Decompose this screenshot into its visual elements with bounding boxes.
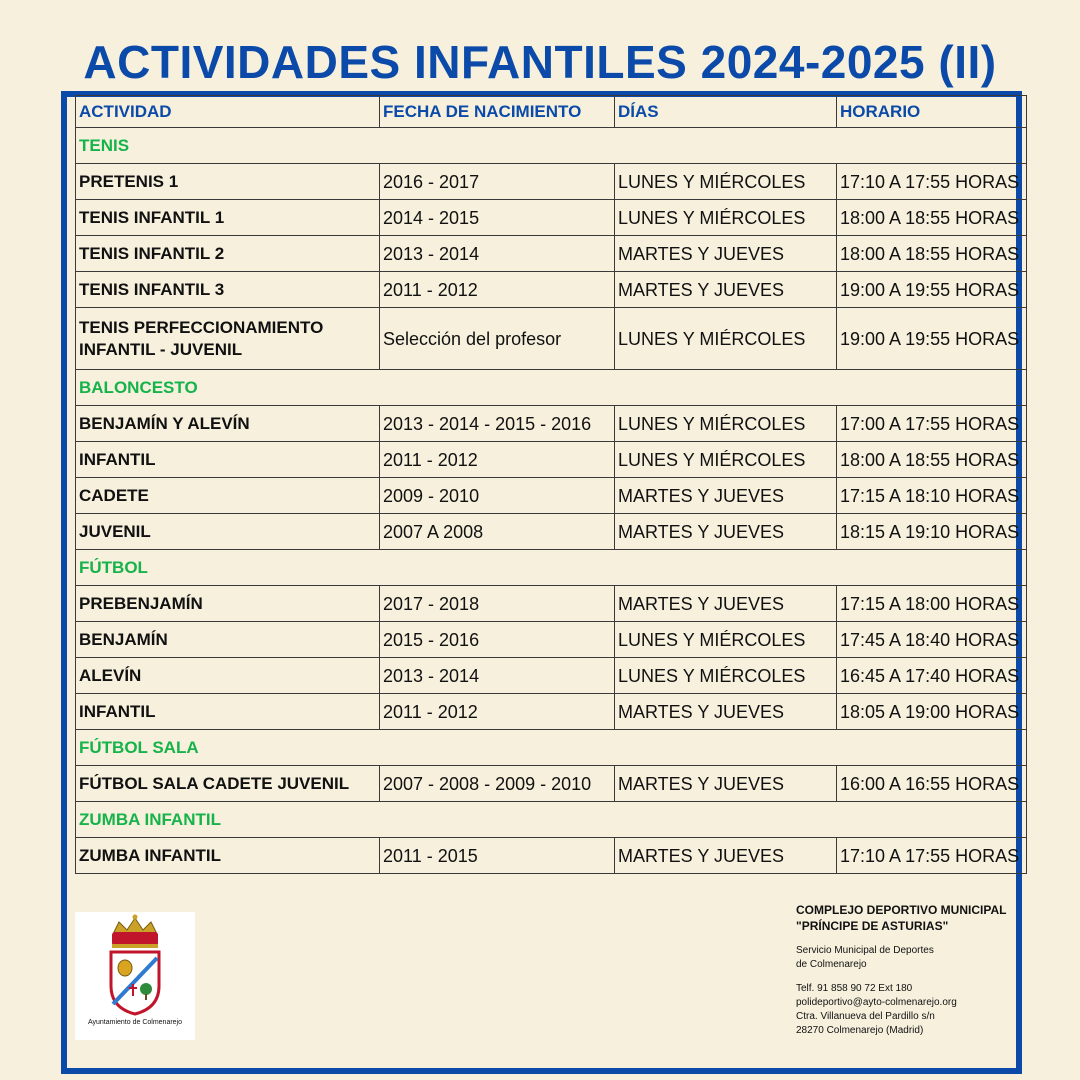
time-cell: 18:15 A 19:10 HORAS [837, 514, 1027, 550]
time-cell: 17:45 A 18:40 HORAS [837, 622, 1027, 658]
days-cell: LUNES Y MIÉRCOLES [615, 622, 837, 658]
days-cell: MARTES Y JUEVES [615, 514, 837, 550]
days-cell: MARTES Y JUEVES [615, 586, 837, 622]
page-title: ACTIVIDADES INFANTILES 2024-2025 (II) [83, 36, 997, 88]
days-cell: LUNES Y MIÉRCOLES [615, 308, 837, 370]
table-row [76, 838, 1027, 874]
time-cell: 19:00 A 19:55 HORAS [837, 308, 1027, 370]
time-cell: 17:10 A 17:55 HORAS [837, 838, 1027, 874]
time-cell: 18:05 A 19:00 HORAS [837, 694, 1027, 730]
table-row [76, 272, 1027, 308]
birth-cell: 2011 - 2012 [380, 442, 615, 478]
activity-cell: BENJAMÍN [76, 622, 380, 658]
address-line: 28270 Colmenarejo (Madrid) [796, 1025, 924, 1036]
activity-cell: CADETE [76, 478, 380, 514]
activity-cell: ZUMBA INFANTIL [76, 838, 380, 874]
section-row-futbol [76, 550, 1027, 586]
activity-cell: FÚTBOL SALA CADETE JUVENIL [76, 766, 380, 802]
days-cell: LUNES Y MIÉRCOLES [615, 442, 837, 478]
activity-cell: ALEVÍN [76, 658, 380, 694]
birth-cell: 2016 - 2017 [380, 164, 615, 200]
activity-cell: TENIS INFANTIL 1 [76, 200, 380, 236]
birth-cell: 2013 - 2014 - 2015 - 2016 [380, 406, 615, 442]
time-cell: 17:10 A 17:55 HORAS [837, 164, 1027, 200]
header-horario: HORARIO [837, 96, 1027, 128]
section-row-futbol-sala [76, 730, 1027, 766]
header-dias: DÍAS [615, 96, 837, 128]
days-cell: MARTES Y JUEVES [615, 236, 837, 272]
table-row [76, 586, 1027, 622]
section-title: TENIS [76, 128, 1027, 164]
activity-cell: TENIS INFANTIL 3 [76, 272, 380, 308]
section-title: BALONCESTO [76, 370, 1027, 406]
section-title: FÚTBOL [76, 550, 1027, 586]
time-cell: 17:15 A 18:00 HORAS [837, 586, 1027, 622]
table-header-row [76, 96, 1027, 128]
table-row [76, 406, 1027, 442]
address-line: Ctra. Villanueva del Pardillo s/n [796, 1011, 935, 1022]
contact-block [796, 902, 1026, 1038]
service-line: Servicio Municipal de Deportes [796, 945, 934, 956]
activity-cell [76, 308, 380, 370]
time-cell: 19:00 A 19:55 HORAS [837, 272, 1027, 308]
days-cell: MARTES Y JUEVES [615, 478, 837, 514]
time-cell: 16:45 A 17:40 HORAS [837, 658, 1027, 694]
coat-of-arms-icon [75, 912, 195, 1022]
table-row [76, 514, 1027, 550]
section-row-baloncesto [76, 370, 1027, 406]
days-cell: LUNES Y MIÉRCOLES [615, 164, 837, 200]
days-cell: LUNES Y MIÉRCOLES [615, 406, 837, 442]
table-row [76, 478, 1027, 514]
table-row [76, 200, 1027, 236]
table-row [76, 442, 1027, 478]
days-cell: LUNES Y MIÉRCOLES [615, 658, 837, 694]
table-row [76, 236, 1027, 272]
birth-cell: Selección del profesor [380, 308, 615, 370]
birth-cell: 2013 - 2014 [380, 658, 615, 694]
days-cell: LUNES Y MIÉRCOLES [615, 200, 837, 236]
activity-cell: INFANTIL [76, 694, 380, 730]
activity-cell: JUVENIL [76, 514, 380, 550]
time-cell: 18:00 A 18:55 HORAS [837, 200, 1027, 236]
section-row-tenis [76, 128, 1027, 164]
time-cell: 18:00 A 18:55 HORAS [837, 236, 1027, 272]
days-cell: MARTES Y JUEVES [615, 272, 837, 308]
activity-cell: BENJAMÍN Y ALEVÍN [76, 406, 380, 442]
birth-cell: 2011 - 2015 [380, 838, 615, 874]
email-text: polideportivo@ayto-colmenarejo.org [796, 997, 957, 1008]
days-cell: MARTES Y JUEVES [615, 694, 837, 730]
days-cell: MARTES Y JUEVES [615, 838, 837, 874]
time-cell: 16:00 A 16:55 HORAS [837, 766, 1027, 802]
birth-cell: 2013 - 2014 [380, 236, 615, 272]
org-name-line: COMPLEJO DEPORTIVO MUNICIPAL [796, 903, 1007, 917]
service-line: de Colmenarejo [796, 959, 867, 970]
birth-cell: 2014 - 2015 [380, 200, 615, 236]
section-title: ZUMBA INFANTIL [76, 802, 1027, 838]
birth-cell: 2011 - 2012 [380, 272, 615, 308]
logo-caption: Ayuntamiento de Colmenarejo [87, 1019, 183, 1026]
section-row-zumba [76, 802, 1027, 838]
table-row [76, 164, 1027, 200]
activity-cell: INFANTIL [76, 442, 380, 478]
phone-text: Telf. 91 858 90 72 Ext 180 [796, 983, 913, 994]
table-row [76, 694, 1027, 730]
birth-cell: 2011 - 2012 [380, 694, 615, 730]
org-name-line: "PRÍNCIPE DE ASTURIAS" [796, 919, 949, 933]
birth-cell: 2017 - 2018 [380, 586, 615, 622]
table-row [76, 658, 1027, 694]
activity-cell: PRETENIS 1 [76, 164, 380, 200]
days-cell: MARTES Y JUEVES [615, 766, 837, 802]
time-cell: 17:15 A 18:10 HORAS [837, 478, 1027, 514]
header-fecha: FECHA DE NACIMIENTO [380, 96, 615, 128]
table-row [76, 308, 1027, 370]
birth-cell: 2015 - 2016 [380, 622, 615, 658]
activity-cell: TENIS INFANTIL 2 [76, 236, 380, 272]
activity-line: TENIS PERFECCIONAMIENTO [79, 317, 324, 337]
time-cell: 17:00 A 17:55 HORAS [837, 406, 1027, 442]
activities-table [75, 95, 1027, 874]
birth-cell: 2007 A 2008 [380, 514, 615, 550]
table-row [76, 622, 1027, 658]
town-logo [75, 912, 195, 1040]
birth-cell: 2009 - 2010 [380, 478, 615, 514]
header-actividad: ACTIVIDAD [76, 96, 380, 128]
section-title: FÚTBOL SALA [76, 730, 1027, 766]
birth-cell: 2007 - 2008 - 2009 - 2010 [380, 766, 615, 802]
time-cell: 18:00 A 18:55 HORAS [837, 442, 1027, 478]
activity-cell: PREBENJAMÍN [76, 586, 380, 622]
activity-line: INFANTIL - JUVENIL [79, 339, 243, 359]
table-row [76, 766, 1027, 802]
